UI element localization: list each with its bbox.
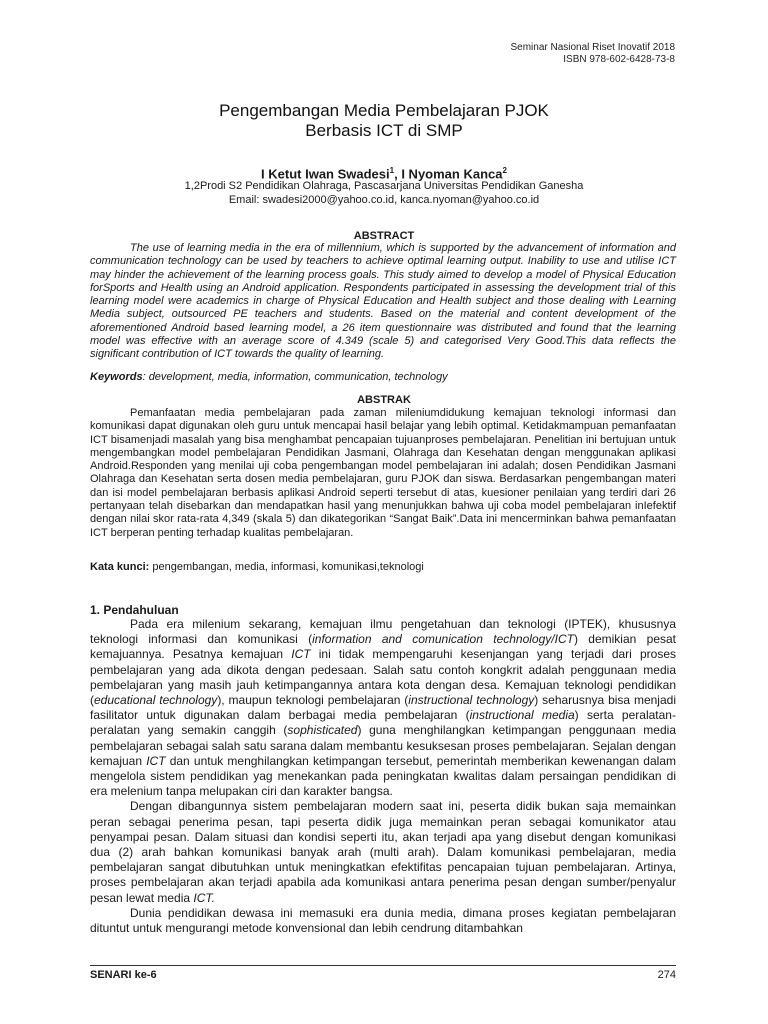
text-run: ) seharusnya bisa menjadi fasilitator untuk digunakan dalam berbagai media pembelajaran ( xyxy=(90,693,676,723)
paper-title xyxy=(0,101,768,141)
author-2-superscript: 2 xyxy=(502,166,507,175)
text-run: Pada era milenium sekarang, kemajuan ilmu pengetahuan dan teknologi (IPTEK), khususnya teknologi informasi dan komunikasi ( xyxy=(90,617,676,647)
text-run: ), maupun teknologi pembelajaran ( xyxy=(217,693,409,708)
italic-term: instructional technology xyxy=(408,693,535,708)
abstract-heading: ABSTRACT xyxy=(353,230,415,242)
paragraph-2 xyxy=(90,799,676,905)
text-run: ) demikian pesat kemajuannya. Pesatnya kemajuan xyxy=(90,632,677,662)
footer-rule xyxy=(90,965,676,966)
keywords-text: : development, media, information, communication, technology xyxy=(142,371,448,383)
text-run: Dengan dibangunnya sistem pembelajaran modern saat ini, peserta didik bukan saja memainkan peran sebagai penerima pesan, tapi peserta didik juga memainkan peran sebagai komunikator atau penyampai pesan. Dalam situasi dan kondisi seperti itu, akan terjadi apa yang disebut dengan komunikasi dua (2) arah bahkan komunikasi banyak arah (multi arah). Dalam komunikasi pembelajaran, media pembelajaran sangat dibutuhkan untuk meningkatkan efektifitas pencapaian tujuan pembelajaran. Artinya, proses pembelajaran akan terjadi apabila ada komunikasi antara penerima pesan dengan sumber/penyalur pesan lewat media xyxy=(90,799,676,905)
text-run: Dunia pendidikan dewasa ini memasuki era dunia media, dimana proses kegiatan pembelajaran dituntut untuk mengurangi metode konvensional dan lebih cendrung ditambahkan xyxy=(90,905,676,936)
author-affiliation: 1,2Prodi S2 Pendidikan Olahraga, Pascasarjana Universitas Pendidikan Ganesha xyxy=(184,180,584,192)
author-2: I Nyoman Kanca xyxy=(401,166,503,182)
abstrak-heading: ABSTRAK xyxy=(357,394,411,406)
author-1: I Ketut Iwan Swadesi xyxy=(261,166,390,182)
header-conference: Seminar Nasional Riset Inovatif 2018 xyxy=(510,42,675,53)
italic-term: ICT xyxy=(291,647,311,662)
title-line-1: Pengembangan Media Pembelajaran PJOK xyxy=(219,101,549,120)
abstract-body: The use of learning media in the era of millennium, which is supported by the advancement of information and communication technology can be used by teachers to achieve optimal learning output. Inability to use and utilise ICT may hinder the achievement of the learning process goals. This study aimed to develop a model of Physical Education forSports and Health using an Android application. Respondents participated in assessing the development trial of this learning model were academics in charge of Physical Education and Health subject and those dealing with Learning Media subject, outsourced PE teachers and students. Based on the material and content development of the aforementioned Android based learning model, a 26 item questionnaire was distributed and found that the learning model was effective with an average score of 4.349 (scale 5) and categorised Very Good.This data reflects the significant contribution of ICT towards the quality of learning. xyxy=(90,242,676,361)
text-run: ) guna menghilangkan ketimpangan penggunaan media pembelajaran sebagai salah satu sarana dalam membantu kesuksesan proses pembelajaran. Sejalan dengan kemajuan xyxy=(90,723,676,768)
kata-kunci xyxy=(90,561,676,574)
italic-term: ICT xyxy=(146,753,166,768)
section-body xyxy=(90,617,676,936)
italic-term: instructional media xyxy=(469,708,575,723)
header-isbn: ISBN 978-602-6428-73-8 xyxy=(563,54,675,65)
paragraph-3 xyxy=(90,906,676,936)
italic-term: sophisticated xyxy=(287,723,358,738)
italic-term: information and comunication technology/ICT xyxy=(312,632,574,647)
section-heading-pendahuluan: 1. Pendahuluan xyxy=(90,603,179,617)
page-number: 274 xyxy=(657,969,676,981)
italic-term: ICT. xyxy=(193,890,215,905)
kata-kunci-text: pengembangan, media, informasi, komunikasi,teknologi xyxy=(149,561,424,573)
author-separator: , xyxy=(394,166,402,182)
abstrak-body: Pemanfaatan media pembelajaran pada zaman mileniumdidukung kemajuan teknologi informasi dan komunikasi dapat digunakan oleh guru untuk mencapai hasil belajar yang lebih optimal. Ketidakmampuan pemanfaatan ICT bisamenjadi masalah yang bisa menghambat pencapaian tujuanproses pembelajaran. Penelitian ini bertujuan untuk mengembangkan model pembelajaran Pendidikan Jasmani, Olahraga dan Kesehatan dengan menggunakan aplikasi Android.Responden yang menilai uji coba pengembangan model pembelajaran ini adalah; dosen Pendidikan Jasmani Olahraga dan Kesehatan serta dosen media pembelajaran, guru PJOK dan siswa. Berdasarkan pengembangan materi dan isi model pembelajaran berbasis aplikasi Android seperti tersebut di atas, kuesioner penilaian yang terdiri dari 26 pertanyaan telah disebarkan dan mendapatkan hasil yang menunjukkan bahwa uji coba model pembelajaran inIefektif dengan nilai skor rata-rata 4,349 (skala 5) dan dikategorikan “Sangat Baik”.Data ini mencerminkan bahwa pemanfaatan ICT berperan penting terhadap kualitas pembelajaran. xyxy=(90,407,676,539)
footer-proceedings: SENARI ke-6 xyxy=(90,969,157,981)
keywords xyxy=(90,371,676,384)
title-line-2: Berbasis ICT di SMP xyxy=(305,121,463,140)
text-run: dan untuk menghilangkan ketimpangan tersebut, pemerintah memberikan kewenangan dalam mengelola sistem pendidikan yag menekankan pada peningkatan kwalitas dalam persaingan pendidikan di era melenium tanpa melupakan ciri dan karakter bangsa. xyxy=(90,753,676,799)
text-run: ini tidak mempengaruhi kesenjangan yang terjadi dari proses pembelajaran yang ada dikota dengan pedesaan. Salah satu contoh kongkrit adalah penggunaan media pembelajaran yang masih jauh ketimpangannya antara kota dengan desa. Kemajuan teknologi pendidikan ( xyxy=(90,647,677,708)
kata-kunci-label: Kata kunci: xyxy=(90,561,150,573)
author-email: Email: swadesi2000@yahoo.co.id, kanca.nyoman@yahoo.co.id xyxy=(228,194,540,206)
running-header xyxy=(510,42,675,66)
paragraph-1 xyxy=(90,617,676,799)
text-run: ) serta peralatan-peralatan yang semakin canggih ( xyxy=(90,708,676,738)
keywords-label: Keywords xyxy=(90,371,143,383)
italic-term: educational technology xyxy=(94,693,218,708)
author-1-superscript: 1 xyxy=(389,166,395,175)
